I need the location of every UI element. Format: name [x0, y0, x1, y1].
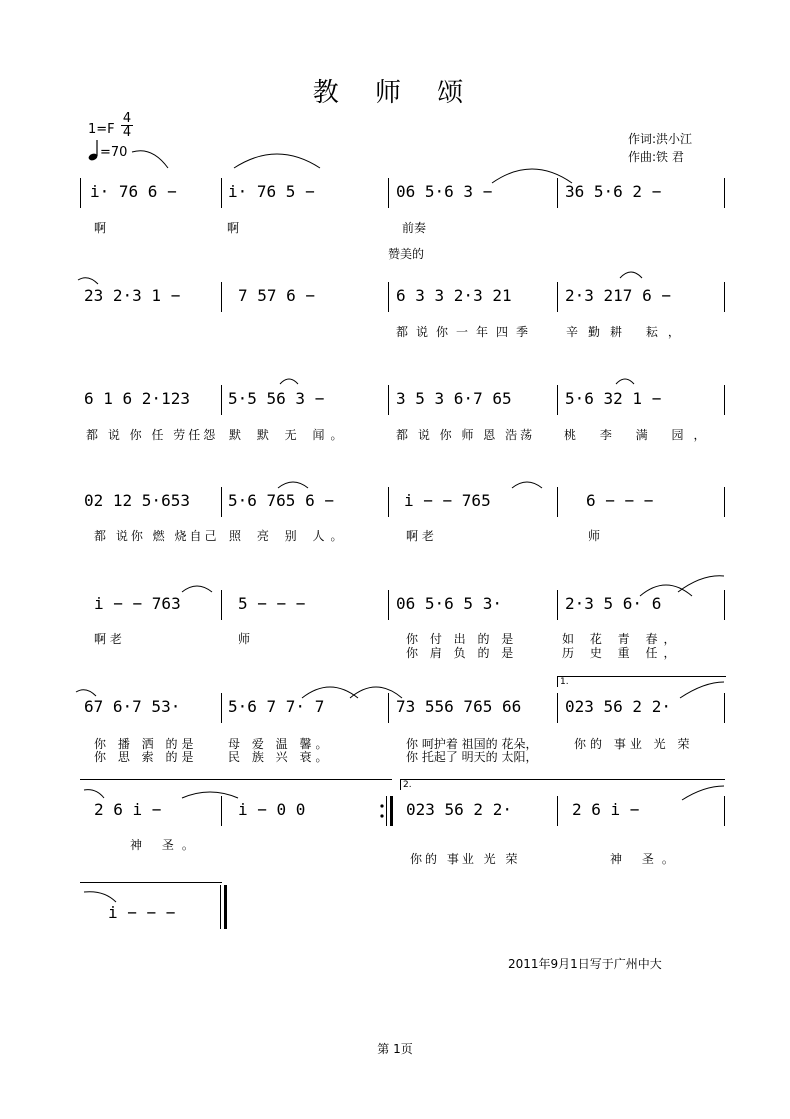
slur-mark: [130, 148, 170, 170]
lyric: 啊 老: [94, 632, 122, 646]
lyric: 赞美的: [388, 247, 425, 261]
repeat-end-barline: [386, 796, 387, 826]
lyric: 民 族 兴 衰。: [228, 750, 332, 764]
measure-16: 6 − − −: [586, 491, 654, 510]
measure-4: 36 5·6 2 −: [565, 182, 662, 201]
measure-2: i· 76 5 −: [228, 182, 315, 201]
lyric: 你的 事业 光 荣: [410, 852, 521, 866]
slur-mark: [232, 148, 322, 170]
measure-10: 5·5 56 3 −: [228, 389, 325, 408]
lyric: 辛勤耕 耘，: [566, 325, 690, 339]
measure-18: 5 − − −: [238, 594, 306, 613]
song-title: 教 师 颂: [312, 78, 478, 108]
measure-20: 2·3 5 6· 6: [565, 594, 662, 613]
quarter-note-icon: [88, 138, 100, 162]
time-signature: [121, 112, 133, 139]
measure-14: 5·6 765 6 −: [228, 491, 334, 510]
lyric: 啊: [227, 221, 240, 235]
page-number: 第 1页: [377, 1042, 413, 1056]
barline: [724, 282, 725, 312]
measure-24: 023 56 2 2·: [565, 697, 671, 716]
slur-mark: [348, 680, 404, 700]
slur-mark: [82, 888, 118, 904]
lyric: 历 史 重 任，: [562, 646, 682, 660]
slur-mark: [276, 476, 310, 490]
barline: [221, 796, 222, 826]
second-ending-bracket: 2.: [400, 779, 725, 790]
barline: [221, 282, 222, 312]
lyric: 你 付 出 的 是: [406, 632, 518, 646]
measure-13: 02 12 5·653: [84, 491, 190, 510]
time-signature-bottom: 4: [122, 125, 132, 140]
lyric: 师: [588, 529, 601, 543]
lyric: 母 爱 温 馨。: [228, 737, 332, 751]
measure-7: 6 3 3 2·3 21: [396, 286, 512, 305]
slur-mark: [278, 374, 300, 386]
time-signature-top: 4: [122, 111, 132, 126]
lyric: 你 思 索 的是: [94, 750, 198, 764]
barline: [724, 178, 725, 208]
barline: [388, 282, 389, 312]
barline: [557, 282, 558, 312]
composition-date: 2011年9月1日写于广州中大: [508, 957, 662, 971]
repeat-dots-icon: [380, 802, 384, 820]
measure-29: i − − −: [108, 903, 176, 922]
lyric: 啊: [94, 221, 107, 235]
lyric: 你 播 洒 的是: [94, 737, 198, 751]
barline: [221, 178, 222, 208]
measure-21: 67 6·7 53·: [84, 697, 181, 716]
lyric: 师: [238, 632, 251, 646]
barline: [388, 590, 389, 620]
barline: [724, 590, 725, 620]
measure-1: i· 76 6 −: [90, 182, 177, 201]
measure-19: 06 5·6 5 3·: [396, 594, 502, 613]
tempo-marking: =70: [100, 145, 128, 160]
slur-mark: [510, 476, 544, 490]
final-barline-thick: [224, 885, 227, 929]
barline: [557, 487, 558, 517]
barline: [80, 178, 81, 208]
measure-26: i − 0 0: [238, 800, 306, 819]
measure-11: 3 5 3 6·7 65: [396, 389, 512, 408]
lyric: 照 亮 别 人。: [229, 529, 349, 543]
barline: [557, 590, 558, 620]
slur-mark: [680, 784, 726, 802]
lyric: 啊 老: [406, 529, 434, 543]
final-barline: [220, 885, 221, 929]
barline: [388, 385, 389, 415]
slur-mark: [618, 266, 644, 280]
slur-mark: [678, 680, 726, 700]
barline: [221, 487, 222, 517]
measure-6: 7 57 6 −: [238, 286, 316, 305]
measure-8: 2·3 217 6 −: [565, 286, 671, 305]
lyricist-credit: 作词:洪小江: [628, 132, 693, 146]
first-ending-bracket: 1.: [557, 676, 726, 687]
lyric: 默 默 无 闻。: [229, 428, 349, 442]
measure-15: i − − 765: [404, 491, 491, 510]
barline: [557, 385, 558, 415]
composer-credit: 作曲:铁 君: [628, 150, 684, 164]
repeat-end-barline-thick: [390, 796, 393, 826]
measure-28: 2 6 i −: [572, 800, 640, 819]
measure-22: 5·6 7 7· 7: [228, 697, 325, 716]
lyric: 你 肩 负 的 是: [406, 646, 518, 660]
measure-23: 73 556 765 66: [396, 697, 522, 716]
lyric: 你的 事业 光 荣: [574, 737, 694, 751]
lyric: 你 托起了 明天的 太阳，: [406, 750, 538, 764]
lyric: 都 说 你 师 恩 浩荡: [396, 428, 536, 442]
lyric: 桃 李 满 园，: [564, 428, 716, 442]
slur-mark: [490, 163, 574, 185]
lyric: 都说你一年四季: [396, 325, 537, 339]
lyric: 如 花 青 春，: [562, 632, 682, 646]
measure-5: 23 2·3 1 −: [84, 286, 181, 305]
barline: [221, 385, 222, 415]
barline: [557, 796, 558, 826]
measure-3: 06 5·6 3 −: [396, 182, 493, 201]
lyric: 都 说 你 任 劳任怨: [86, 428, 219, 442]
measure-27: 023 56 2 2·: [406, 800, 512, 819]
lyric: 都 说你 燃 烧自己: [94, 529, 220, 543]
lyric: 神 圣。: [610, 852, 682, 866]
slur-mark: [82, 786, 106, 800]
barline: [724, 487, 725, 517]
key-signature: 1=F: [88, 122, 115, 137]
slur-mark: [76, 274, 100, 288]
slur-mark: [676, 574, 726, 594]
barline: [557, 693, 558, 723]
barline: [388, 178, 389, 208]
barline: [221, 693, 222, 723]
lyric: 前奏: [402, 221, 427, 235]
lyric: 你 呵护着 祖国的 花朵，: [406, 737, 538, 751]
slur-mark: [614, 374, 636, 386]
measure-25: 2 6 i −: [94, 800, 162, 819]
slur-mark: [180, 786, 240, 800]
measure-9: 6 1 6 2·123: [84, 389, 190, 408]
slur-mark: [74, 686, 98, 700]
measure-17: i − − 763: [94, 594, 181, 613]
barline: [724, 385, 725, 415]
barline: [388, 487, 389, 517]
measure-12: 5·6 32 1 −: [565, 389, 662, 408]
barline: [221, 590, 222, 620]
lyric: 神 圣。: [130, 838, 202, 852]
slur-mark: [180, 580, 214, 594]
